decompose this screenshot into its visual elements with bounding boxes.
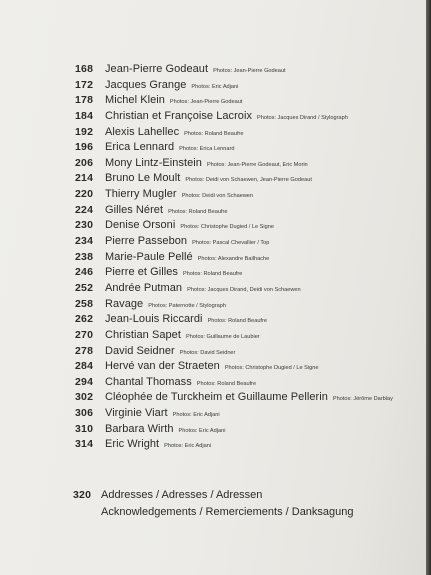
- page-number: 206: [75, 156, 94, 169]
- page-number: 258: [75, 297, 94, 310]
- toc-entry: [75, 219, 420, 235]
- photo-credit: Photos: Pascal Chevallier / Top: [192, 240, 270, 247]
- toc-entry: [75, 251, 420, 267]
- photo-credit: Photos: Roland Beaufre: [184, 130, 244, 137]
- toc-entry: [75, 63, 420, 79]
- page-number: 168: [75, 63, 94, 75]
- toc-entry: [75, 172, 420, 188]
- page-number: 230: [75, 219, 94, 232]
- photo-credit: Photos: Eric Adjani: [178, 427, 226, 434]
- page-number: 238: [75, 250, 94, 263]
- entry-name: Gilles Néret: [105, 203, 164, 216]
- toc-entry: [75, 188, 420, 204]
- photo-credit: Photos: Jérôme Darblay: [332, 396, 393, 403]
- photo-credit: Photos: Eric Adjani: [172, 412, 220, 419]
- entry-name: Christian et Françoise Lacroix: [105, 109, 253, 122]
- toc-entry: [75, 79, 420, 95]
- page-number: 252: [75, 281, 94, 294]
- entry-name: Andrée Putman: [105, 281, 183, 294]
- photo-credit: Photos: Roland Beaufre: [196, 380, 257, 387]
- page-number: 294: [75, 375, 94, 388]
- toc-entry: [75, 141, 420, 157]
- entry-name: Ravage: [105, 297, 144, 310]
- entry-name: Christian Sapet: [105, 328, 181, 341]
- photo-credit: Photos: Deidi von Schaewen, Jean-Pierre Godeaut: [185, 177, 312, 184]
- entry-name: Jacques Grange: [105, 78, 187, 91]
- page-number: 306: [75, 407, 94, 420]
- photo-credit: Photos: Christophe Dugied / Le Signe: [224, 365, 319, 372]
- addresses-section: [73, 489, 354, 523]
- page-number: 220: [75, 188, 94, 201]
- toc-entry: [75, 94, 420, 110]
- toc-entry: [75, 438, 420, 454]
- entry-name: Hervé van der Straeten: [105, 360, 220, 373]
- addresses-row: [73, 489, 354, 506]
- page-number: 278: [75, 344, 94, 357]
- photo-credit: Photos: Erica Lennard: [179, 146, 235, 153]
- acknowledgements-heading: Acknowledgements / Remerciements / Danksagung: [101, 506, 354, 518]
- toc-entry: [75, 376, 420, 392]
- acknowledgements-row: [73, 506, 354, 523]
- entry-name: Bruno Le Moult: [105, 172, 181, 185]
- entry-name: Michel Klein: [105, 94, 165, 107]
- page-number: 284: [75, 360, 94, 373]
- page-number: 196: [75, 141, 94, 154]
- entry-name: Marie-Paule Pellé: [105, 250, 193, 263]
- entry-name: Denise Orsoni: [105, 219, 176, 232]
- toc-entry: [75, 329, 420, 345]
- page-number: 310: [75, 422, 94, 435]
- page-number: 246: [75, 266, 94, 279]
- entry-name: Pierre et Gilles: [105, 266, 178, 279]
- toc-entry: [75, 282, 420, 298]
- photo-credit: Photos: Christophe Dugied / Le Signe: [180, 224, 274, 231]
- page-number: 262: [75, 313, 94, 326]
- page-number: 270: [75, 328, 94, 341]
- entry-name: Alexis Lahellec: [105, 125, 180, 138]
- photo-credit: Photos: Alexandre Bailhache: [197, 255, 270, 262]
- toc-entry: [75, 360, 420, 376]
- page-number: 214: [75, 172, 94, 185]
- photo-credit: Photos: Paternotte / Stylograph: [148, 302, 226, 309]
- photo-credit: Photos: Guillaume de Laubier: [185, 333, 260, 340]
- entry-name: Mony Lintz-Einstein: [105, 156, 202, 169]
- toc-entry: [75, 313, 420, 329]
- entry-name: Barbara Wirth: [105, 422, 174, 435]
- photo-credit: Photos: Jean-Pierre Godeaut: [213, 68, 286, 74]
- page-number: 172: [75, 78, 94, 91]
- toc-entry: [75, 266, 420, 282]
- toc-entry: [75, 204, 420, 220]
- photo-credit: Photos: Jean-Pierre Godeaut: [169, 99, 243, 106]
- entry-name: Chantal Thomass: [105, 375, 192, 388]
- page-number: 320: [73, 489, 92, 501]
- toc-entry: [75, 298, 420, 314]
- page-number: 184: [75, 109, 94, 122]
- toc-entry: [75, 423, 420, 439]
- photo-credit: Photos: Roland Beaufre: [207, 318, 267, 325]
- entry-name: Erica Lennard: [105, 141, 175, 154]
- entry-name: Jean-Pierre Godeaut: [105, 63, 209, 75]
- entry-name: Jean-Louis Riccardi: [105, 313, 203, 326]
- entry-name: David Seidner: [105, 344, 175, 357]
- toc-entry: [75, 345, 420, 361]
- table-of-contents: [75, 63, 420, 454]
- toc-entry: [75, 407, 420, 423]
- photo-credit: Photos: Eric Adjani: [191, 83, 239, 90]
- toc-entry: [75, 126, 420, 142]
- entry-name: Pierre Passebon: [105, 235, 188, 248]
- page-edge-shadow: [426, 0, 431, 575]
- photo-credit: Photos: David Seidner: [179, 349, 236, 356]
- addresses-heading: Addresses / Adresses / Adressen: [101, 489, 263, 501]
- page-number: 178: [75, 94, 94, 107]
- entry-name: Cléophée de Turckheim et Guillaume Pellerin: [105, 391, 328, 404]
- entry-name: Thierry Mugler: [105, 188, 177, 201]
- toc-entry: [75, 157, 420, 173]
- toc-entry: [75, 391, 420, 407]
- toc-entry: [75, 110, 420, 126]
- page-number: 192: [75, 125, 94, 138]
- page-number: 234: [75, 235, 94, 248]
- page-number: 314: [75, 438, 94, 451]
- photo-credit: Photos: Jean-Pierre Godeaut, Eric Morin: [206, 161, 308, 168]
- photo-credit: Photos: Jacques Dirand / Stylograph: [257, 114, 348, 121]
- photo-credit: Photos: Deidi von Schaewen: [181, 193, 254, 200]
- photo-credit: Photos: Jacques Dirand, Deidi von Schaewen: [187, 286, 301, 293]
- entry-name: Virginie Viart: [105, 407, 168, 420]
- entry-name: Eric Wright: [105, 438, 160, 451]
- page-number: 224: [75, 203, 94, 216]
- toc-entry: [75, 235, 420, 251]
- page-number: 302: [75, 391, 94, 404]
- photo-credit: Photos: Roland Beaufre: [182, 271, 243, 278]
- photo-credit: Photos: Eric Adjani: [164, 443, 212, 450]
- photo-credit: Photos: Roland Beaufre: [168, 208, 228, 215]
